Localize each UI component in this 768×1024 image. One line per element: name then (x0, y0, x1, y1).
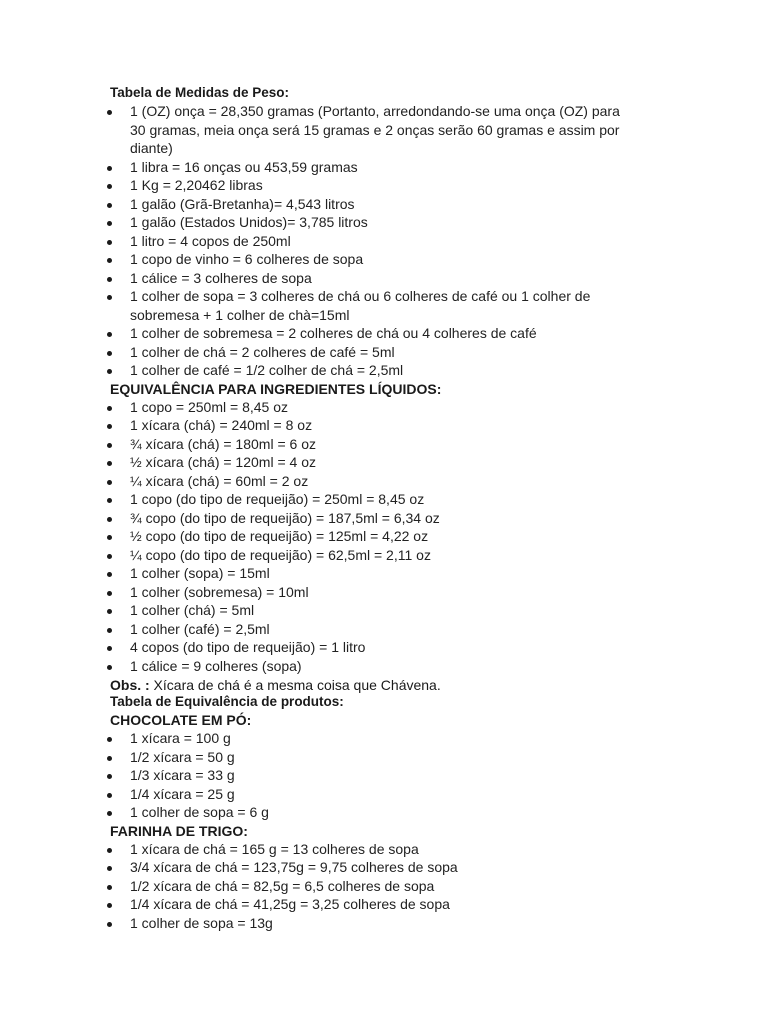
bullet-icon (107, 332, 112, 337)
list-item (0, 509, 768, 528)
list-item-text: ¼ xícara (chá) = 60ml = 2 oz (130, 472, 309, 489)
bullet-icon (107, 554, 112, 559)
list-item-text: 1 copo (do tipo de requeijão) = 250ml = 8,45 oz (130, 491, 425, 507)
bullet-icon (107, 295, 112, 300)
list-item-text: 1 colher (sopa) = 15ml (130, 565, 270, 581)
list-item (0, 729, 768, 748)
list-farinha (0, 840, 768, 933)
section-heading-peso: Tabela de Medidas de Peso: (110, 85, 290, 100)
list-item-text: ¼ copo (do tipo de requeijão) = 62,5ml = 2,11 oz (130, 546, 431, 563)
list-item (0, 324, 768, 343)
list-item (0, 657, 768, 676)
bullet-icon (107, 258, 112, 263)
list-item (0, 232, 768, 251)
list-item (0, 453, 768, 472)
list-item-text: 3/4 xícara de chá = 123,75g = 9,75 colheres de sopa (130, 859, 458, 875)
list-item-text: 1 cálice = 9 colheres (sopa) (130, 657, 302, 674)
bullet-icon (107, 443, 112, 448)
list-item (0, 158, 768, 177)
list-item-text: 1 galão (Estados Unidos)= 3,785 litros (130, 214, 368, 230)
list-item (0, 102, 768, 158)
list-item (0, 287, 768, 324)
list-item-text: 1 litro = 4 copos de 250ml (130, 232, 291, 249)
list-item-text: 1 copo = 250ml = 8,45 oz (130, 398, 288, 415)
list-item-text: ½ xícara (chá) = 120ml = 4 oz (130, 454, 316, 470)
bullet-icon (107, 774, 112, 779)
bullet-icon (107, 277, 112, 282)
bullet-icon (107, 756, 112, 761)
list-item-text: 1 colher de sopa = 13g (130, 914, 273, 931)
list-item-text: 1 xícara (chá) = 240ml = 8 oz (130, 417, 313, 433)
bullet-icon (107, 737, 112, 742)
list-item (0, 748, 768, 767)
list-item (0, 527, 768, 546)
obs-note (110, 677, 768, 693)
bullet-icon (107, 461, 112, 466)
list-item (0, 840, 768, 859)
bullet-icon (107, 517, 112, 522)
list-item-text: 1 xícara = 100 g (130, 730, 231, 746)
list-liquidos (0, 398, 768, 676)
bullet-icon (107, 646, 112, 651)
list-item (0, 343, 768, 362)
list-item-text: 1/4 xícara = 25 g (130, 785, 235, 802)
bullet-icon (107, 609, 112, 614)
bullet-icon (107, 811, 112, 816)
list-item (0, 269, 768, 288)
list-item-text: 1 colher de café = 1/2 colher de chá = 2,5ml (130, 362, 404, 378)
bullet-icon (107, 166, 112, 171)
list-peso (0, 102, 768, 380)
bullet-icon (107, 665, 112, 670)
list-item (0, 877, 768, 896)
list-item (0, 766, 768, 785)
bullet-icon (107, 591, 112, 596)
list-item (0, 638, 768, 657)
list-item-text: 1 colher (chá) = 5ml (130, 602, 255, 618)
list-chocolate (0, 729, 768, 822)
list-item-text: 1 Kg = 2,20462 libras (130, 177, 263, 193)
chocolate-heading: CHOCOLATE EM PÓ: (110, 712, 252, 728)
document-body (0, 84, 768, 932)
list-item (0, 858, 768, 877)
list-item (0, 546, 768, 565)
list-item (0, 803, 768, 822)
obs-text: Xícara de chá é a mesma coisa que Chávena. (149, 677, 441, 693)
bullet-icon (107, 572, 112, 577)
list-item-text: 1 copo de vinho = 6 colheres de sopa (130, 251, 364, 267)
list-item (0, 490, 768, 509)
list-item (0, 785, 768, 804)
list-item-text: 1 colher de sopa = 6 g (130, 804, 269, 820)
bullet-icon (107, 369, 112, 374)
bullet-icon (107, 110, 112, 115)
farinha-heading: FARINHA DE TRIGO: (110, 822, 248, 839)
list-item-text: 1/3 xícara = 33 g (130, 767, 235, 783)
list-item (0, 435, 768, 454)
list-item (0, 472, 768, 491)
bullet-icon (107, 903, 112, 908)
list-item (0, 416, 768, 435)
list-item-text: ¾ xícara (chá) = 180ml = 6 oz (130, 435, 316, 452)
list-item-text: ¾ copo (do tipo de requeijão) = 187,5ml = 6,34 oz (130, 509, 440, 526)
bullet-icon (107, 203, 112, 208)
list-item-text: 1 colher de sopa = 3 colheres de chá ou 6 colheres de café ou 1 colher de sobremesa + 1 colher de chà=15ml (130, 288, 591, 323)
bullet-icon (107, 221, 112, 226)
list-item-text: 1 cálice = 3 colheres de sopa (130, 269, 312, 286)
bullet-icon (107, 184, 112, 189)
list-item (0, 895, 768, 914)
list-item-text: 1 colher (café) = 2,5ml (130, 620, 270, 637)
bullet-icon (107, 351, 112, 356)
bullet-icon (107, 424, 112, 429)
obs-label: Obs. : (110, 677, 150, 693)
section-heading-liquidos: EQUIVALÊNCIA PARA INGREDIENTES LÍQUIDOS: (110, 380, 442, 397)
list-item (0, 564, 768, 583)
list-item-text: 1 galão (Grã-Bretanha)= 4,543 litros (130, 195, 355, 212)
list-item-text: 4 copos (do tipo de requeijão) = 1 litro (130, 639, 366, 655)
bullet-icon (107, 240, 112, 245)
bullet-icon (107, 628, 112, 633)
list-item (0, 583, 768, 602)
bullet-icon (107, 406, 112, 411)
products-heading: Tabela de Equivalência de produtos: (110, 694, 344, 709)
bullet-icon (107, 885, 112, 890)
list-item-text: 1/2 xícara = 50 g (130, 748, 235, 765)
list-item (0, 213, 768, 232)
list-item (0, 361, 768, 380)
bullet-icon (107, 480, 112, 485)
list-item-text: 1 colher de chá = 2 colheres de café = 5ml (130, 343, 395, 360)
bullet-icon (107, 535, 112, 540)
bullet-icon (107, 922, 112, 927)
list-item (0, 250, 768, 269)
list-item-text: ½ copo (do tipo de requeijão) = 125ml = 4,22 oz (130, 528, 429, 544)
bullet-icon (107, 498, 112, 503)
list-item-text: 1 colher (sobremesa) = 10ml (130, 583, 309, 600)
list-item-text: 1/2 xícara de chá = 82,5g = 6,5 colheres de sopa (130, 877, 435, 894)
list-item-text: 1/4 xícara de chá = 41,25g = 3,25 colheres de sopa (130, 896, 450, 912)
bullet-icon (107, 866, 112, 871)
list-item (0, 601, 768, 620)
bullet-icon (107, 793, 112, 798)
list-item-text: 1 xícara de chá = 165 g = 13 colheres de sopa (130, 840, 419, 857)
bullet-icon (107, 848, 112, 853)
list-item (0, 620, 768, 639)
list-item-text: 1 libra = 16 onças ou 453,59 gramas (130, 158, 358, 175)
list-item-text: 1 (OZ) onça = 28,350 gramas (Portanto, arredondando-se uma onça (OZ) para 30 gramas, meia onça será 15 gramas e 2 onças serão 60 gramas e assim por diante) (130, 103, 620, 156)
list-item (0, 195, 768, 214)
list-item-text: 1 colher de sobremesa = 2 colheres de chá ou 4 colheres de café (130, 325, 537, 341)
list-item (0, 176, 768, 195)
list-item (0, 914, 768, 933)
list-item (0, 398, 768, 417)
